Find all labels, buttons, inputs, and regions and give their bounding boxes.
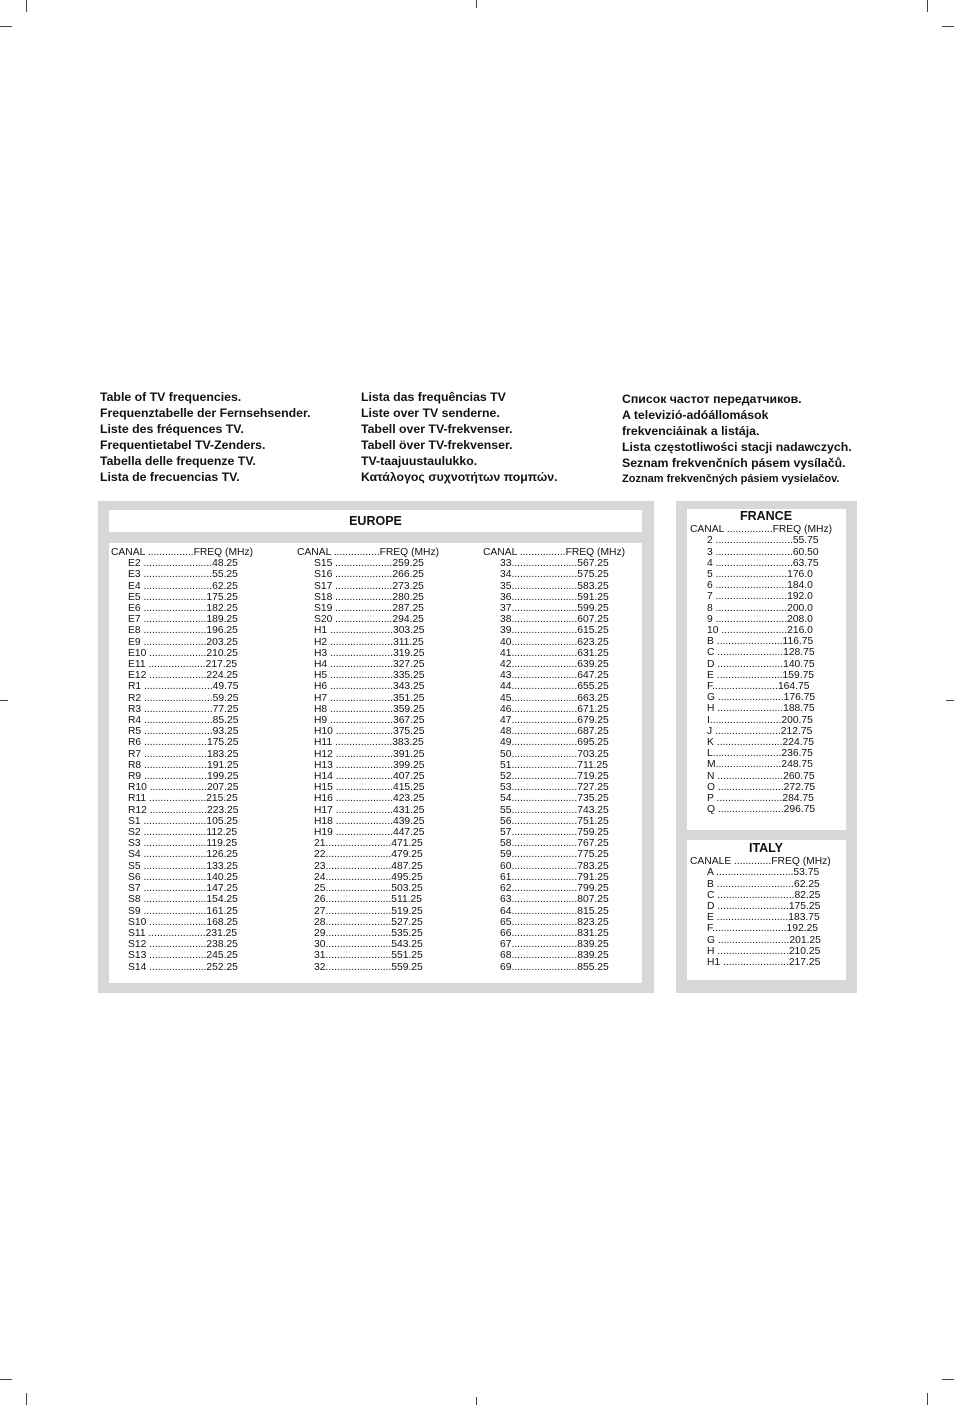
channel-row: 64.......................815.25 bbox=[500, 905, 609, 917]
channel-row: M.......................248.75 bbox=[707, 759, 813, 771]
channel-row: R6 ......................175.25 bbox=[128, 737, 239, 749]
crop-mark bbox=[927, 1393, 928, 1405]
crop-mark bbox=[476, 0, 477, 8]
channel-row: H5 ......................335.25 bbox=[314, 670, 425, 682]
channel-row: C .......................128.75 bbox=[707, 647, 815, 659]
channel-row: S6 ......................140.25 bbox=[128, 871, 238, 883]
channel-row: 33.......................567.25 bbox=[500, 558, 609, 570]
channel-row: S7 ......................147.25 bbox=[128, 883, 238, 895]
channel-row: 59.......................775.25 bbox=[500, 849, 609, 861]
channel-row: 44.......................655.25 bbox=[500, 681, 609, 693]
channel-row: H .........................210.25 bbox=[707, 945, 821, 957]
title-line: Tabell over TV-frekvenser. bbox=[361, 422, 513, 436]
channel-list bbox=[690, 867, 848, 968]
channel-row: 62.......................799.25 bbox=[500, 883, 609, 895]
europe-table-box bbox=[98, 501, 654, 993]
title-line: TV-taajuustaulukko. bbox=[361, 454, 478, 468]
channel-row: R1 ........................49.75 bbox=[128, 681, 239, 693]
title-line: Список частот передатчиков. bbox=[622, 392, 802, 406]
channel-row: F..........................192.25 bbox=[707, 923, 819, 935]
title-line: Lista de frecuencias TV. bbox=[100, 470, 240, 484]
europe-column-1 bbox=[111, 547, 289, 973]
channel-row: 5 .........................176.0 bbox=[707, 569, 813, 581]
title-line: Zoznam frekvenčných pásiem vysielačov. bbox=[622, 473, 840, 485]
title-block-2 bbox=[361, 389, 558, 485]
title-line: Tabella delle frequenze TV. bbox=[100, 454, 256, 468]
crop-mark bbox=[942, 26, 954, 27]
channel-row: S16 ....................266.25 bbox=[314, 569, 424, 581]
channel-row: E5 ......................175.25 bbox=[128, 591, 238, 603]
france-section bbox=[690, 511, 848, 815]
channel-row: 6 .........................184.0 bbox=[707, 580, 813, 592]
channel-row: C ...........................82.25 bbox=[707, 889, 821, 901]
channel-row: H12 ....................391.25 bbox=[314, 748, 425, 760]
france-italy-table-box bbox=[676, 501, 857, 993]
channel-row: D .........................175.25 bbox=[707, 901, 821, 913]
channel-list bbox=[297, 558, 475, 973]
channel-row: S20 ....................294.25 bbox=[314, 614, 424, 626]
channel-row: 45.......................663.25 bbox=[500, 692, 609, 704]
channel-list bbox=[111, 558, 289, 973]
channel-row: 40.......................623.25 bbox=[500, 636, 609, 648]
channel-list bbox=[483, 558, 661, 973]
title-line: Tabell över TV-frekvenser. bbox=[361, 438, 513, 452]
title-line: Κατάλογος συχνοτήτων πομπών. bbox=[361, 470, 558, 484]
channel-row: 42.......................639.25 bbox=[500, 659, 609, 671]
channel-row: 26.......................511.25 bbox=[314, 894, 422, 906]
channel-row: S19 ....................287.25 bbox=[314, 603, 424, 615]
channel-row: 67.......................839.25 bbox=[500, 939, 609, 951]
channel-row: 56.......................751.25 bbox=[500, 815, 609, 827]
channel-row: J .......................212.75 bbox=[707, 725, 813, 737]
crop-mark bbox=[946, 700, 954, 701]
channel-row: 24.......................495.25 bbox=[314, 871, 423, 883]
channel-row: 27.......................519.25 bbox=[314, 905, 423, 917]
channel-row: 55.......................743.25 bbox=[500, 804, 609, 816]
channel-row: 28.......................527.25 bbox=[314, 916, 423, 928]
channel-row: 4 ...........................63.75 bbox=[707, 557, 819, 569]
channel-row: H2 ......................311.25 bbox=[314, 636, 424, 648]
channel-row: 47.......................679.25 bbox=[500, 715, 609, 727]
channel-row: H16 ....................423.25 bbox=[314, 793, 425, 805]
channel-row: 54.......................735.25 bbox=[500, 793, 609, 805]
column-header: CANAL ................FREQ (MHz) bbox=[690, 524, 833, 536]
channel-row: S1 ......................105.25 bbox=[128, 815, 238, 827]
channel-row: 66.......................831.25 bbox=[500, 927, 609, 939]
channel-row: 10 .......................216.0 bbox=[707, 625, 813, 637]
channel-row: 69.......................855.25 bbox=[500, 961, 609, 973]
channel-row: H9 ......................367.25 bbox=[314, 715, 425, 727]
channel-row: I.........................200.75 bbox=[707, 714, 813, 726]
channel-row: S13 ....................245.25 bbox=[128, 950, 238, 962]
crop-mark bbox=[0, 700, 8, 701]
channel-row: R4 ........................85.25 bbox=[128, 715, 239, 727]
channel-row: 38.......................607.25 bbox=[500, 614, 609, 626]
channel-row: R2 ........................59.25 bbox=[128, 692, 239, 704]
channel-row: 53.......................727.25 bbox=[500, 782, 609, 794]
channel-row: R8 ......................191.25 bbox=[128, 759, 239, 771]
channel-row: E11 ....................217.25 bbox=[128, 659, 238, 671]
channel-row: S11 ....................231.25 bbox=[128, 927, 238, 939]
channel-row: S12 ....................238.25 bbox=[128, 939, 238, 951]
channel-row: H17 ....................431.25 bbox=[314, 804, 425, 816]
channel-row: H14 ....................407.25 bbox=[314, 771, 425, 783]
title-line: Lista częstotliwości stacji nadawczych. bbox=[622, 440, 852, 454]
title-line: Frequenztabelle der Fernsehsender. bbox=[100, 406, 311, 420]
channel-row: 68.......................839.25 bbox=[500, 950, 609, 962]
channel-row: 49.......................695.25 bbox=[500, 737, 609, 749]
channel-row: 9 .........................208.0 bbox=[707, 613, 813, 625]
channel-row: G .........................201.25 bbox=[707, 934, 821, 946]
crop-mark bbox=[927, 0, 928, 12]
channel-row: 46.......................671.25 bbox=[500, 703, 609, 715]
channel-row: 21.......................471.25 bbox=[314, 838, 423, 850]
channel-row: 65.......................823.25 bbox=[500, 916, 609, 928]
channel-row: 41.......................631.25 bbox=[500, 647, 609, 659]
channel-row: H1 .......................217.25 bbox=[707, 957, 821, 969]
column-header: CANALE .............FREQ (MHz) bbox=[690, 856, 831, 868]
italy-section bbox=[690, 843, 848, 968]
channel-row: E .........................183.75 bbox=[707, 912, 820, 924]
channel-row: E4 ........................62.25 bbox=[128, 580, 238, 592]
title-line: Seznam frekvenčních pásem vysílačů. bbox=[622, 456, 846, 470]
title-line: frekvenciáinak a listája. bbox=[622, 424, 760, 438]
channel-row: E9 ......................203.25 bbox=[128, 636, 238, 648]
channel-row: R3 ........................77.25 bbox=[128, 703, 239, 715]
channel-row: H8 ......................359.25 bbox=[314, 703, 425, 715]
channel-row: L........................236.75 bbox=[707, 748, 813, 760]
france-title: FRANCE bbox=[739, 509, 793, 523]
channel-row: S9 ......................161.25 bbox=[128, 905, 238, 917]
channel-row: 30.......................543.25 bbox=[314, 939, 423, 951]
channel-row: 61.......................791.25 bbox=[500, 871, 609, 883]
channel-row: H .......................188.75 bbox=[707, 703, 815, 715]
channel-row: R5 ........................93.25 bbox=[128, 726, 239, 738]
channel-row: B .......................116.75 bbox=[707, 636, 814, 648]
channel-row: R11 ....................215.25 bbox=[128, 793, 238, 805]
europe-title-bar bbox=[109, 510, 642, 532]
channel-row: H18 ....................439.25 bbox=[314, 815, 425, 827]
channel-row: 34.......................575.25 bbox=[500, 569, 609, 581]
column-header: CANAL ................FREQ (MHz) bbox=[297, 547, 440, 558]
column-header: CANAL ................FREQ (MHz) bbox=[483, 547, 626, 558]
channel-row: S3 ......................119.25 bbox=[128, 838, 238, 850]
channel-row: E3 ........................55.25 bbox=[128, 569, 238, 581]
channel-row: S4 ......................126.25 bbox=[128, 849, 238, 861]
channel-row: H3 ......................319.25 bbox=[314, 647, 425, 659]
channel-row: 35.......................583.25 bbox=[500, 580, 609, 592]
channel-row: 39.......................615.25 bbox=[500, 625, 609, 637]
channel-row: 36.......................591.25 bbox=[500, 591, 609, 603]
channel-row: F.......................164.75 bbox=[707, 681, 810, 693]
channel-row: R10 ....................207.25 bbox=[128, 782, 239, 794]
channel-row: E .......................159.75 bbox=[707, 669, 815, 681]
title-line: A televizió-adóállomások bbox=[622, 408, 769, 422]
italy-title: ITALY bbox=[748, 841, 784, 855]
channel-row: H19 ....................447.25 bbox=[314, 827, 425, 839]
europe-column-2 bbox=[297, 547, 475, 973]
channel-row: E2 ........................48.25 bbox=[128, 558, 238, 570]
channel-row: Q .......................296.75 bbox=[707, 804, 816, 816]
crop-mark bbox=[0, 1379, 12, 1380]
channel-row: H11 ....................383.25 bbox=[314, 737, 424, 749]
channel-row: D .......................140.75 bbox=[707, 658, 815, 670]
channel-row: E12 ....................224.25 bbox=[128, 670, 238, 682]
channel-row: G .......................176.75 bbox=[707, 692, 816, 704]
channel-row: 2 ...........................55.75 bbox=[707, 535, 819, 547]
channel-row: O .......................272.75 bbox=[707, 781, 816, 793]
channel-row: E8 ......................196.25 bbox=[128, 625, 238, 637]
channel-row: R12 ....................223.25 bbox=[128, 804, 239, 816]
channel-row: P .......................284.75 bbox=[707, 793, 814, 805]
title-block-3 bbox=[622, 391, 852, 487]
channel-row: R7 ......................183.25 bbox=[128, 748, 239, 760]
crop-mark bbox=[26, 0, 27, 12]
title-block-1 bbox=[100, 389, 310, 485]
channel-row: 63.......................807.25 bbox=[500, 894, 609, 906]
title-line: Liste des fréquences TV. bbox=[100, 422, 244, 436]
column-header: CANAL ................FREQ (MHz) bbox=[111, 547, 254, 558]
channel-row: 3 ...........................60.50 bbox=[707, 546, 819, 558]
channel-row: 29.......................535.25 bbox=[314, 927, 423, 939]
channel-row: S5 ......................133.25 bbox=[128, 860, 238, 872]
channel-row: H7 ......................351.25 bbox=[314, 692, 425, 704]
crop-mark bbox=[942, 1379, 954, 1380]
channel-row: K .......................224.75 bbox=[707, 737, 815, 749]
channel-row: 7 .........................192.0 bbox=[707, 591, 813, 603]
channel-row: 43.......................647.25 bbox=[500, 670, 609, 682]
title-line: Frequentietabel TV-Zenders. bbox=[100, 438, 266, 452]
channel-row: 37.......................599.25 bbox=[500, 603, 609, 615]
channel-row: A ...........................53.75 bbox=[707, 867, 820, 879]
crop-mark bbox=[476, 1397, 477, 1405]
channel-row: B ...........................62.25 bbox=[707, 878, 820, 890]
channel-row: H1 ......................303.25 bbox=[314, 625, 425, 637]
channel-row: N .......................260.75 bbox=[707, 770, 815, 782]
channel-row: 32.......................559.25 bbox=[314, 961, 423, 973]
channel-row: R9 ......................199.25 bbox=[128, 771, 239, 783]
title-line: Table of TV frequencies. bbox=[100, 390, 242, 404]
channel-row: 50.......................703.25 bbox=[500, 748, 609, 760]
channel-row: E6 ......................182.25 bbox=[128, 603, 238, 615]
channel-row: 58.......................767.25 bbox=[500, 838, 609, 850]
channel-row: S14 ....................252.25 bbox=[128, 961, 238, 973]
europe-title: EUROPE bbox=[349, 514, 402, 528]
europe-column-3 bbox=[483, 547, 661, 973]
channel-row: H13 ....................399.25 bbox=[314, 759, 425, 771]
channel-row: S18 ....................280.25 bbox=[314, 591, 424, 603]
channel-row: 31.......................551.25 bbox=[314, 950, 423, 962]
channel-row: S15 ....................259.25 bbox=[314, 558, 424, 570]
channel-row: 60.......................783.25 bbox=[500, 860, 609, 872]
channel-row: H10 ....................375.25 bbox=[314, 726, 425, 738]
channel-row: 22.......................479.25 bbox=[314, 849, 423, 861]
crop-mark bbox=[26, 1393, 27, 1405]
channel-row: 51.......................711.25 bbox=[500, 759, 608, 771]
title-line: Lista das frequências TV bbox=[361, 390, 506, 404]
channel-row: 57.......................759.25 bbox=[500, 827, 609, 839]
channel-row: S2 ......................112.25 bbox=[128, 827, 238, 839]
channel-list bbox=[690, 535, 848, 815]
title-line: Liste over TV senderne. bbox=[361, 406, 500, 420]
channel-row: S10 ....................168.25 bbox=[128, 916, 238, 928]
channel-row: 8 .........................200.0 bbox=[707, 602, 813, 614]
channel-row: S17 ....................273.25 bbox=[314, 580, 424, 592]
channel-row: 48.......................687.25 bbox=[500, 726, 609, 738]
channel-row: 23.......................487.25 bbox=[314, 860, 423, 872]
channel-row: H4 ......................327.25 bbox=[314, 659, 425, 671]
channel-row: H6 ......................343.25 bbox=[314, 681, 425, 693]
channel-row: 52.......................719.25 bbox=[500, 771, 609, 783]
crop-mark bbox=[0, 26, 12, 27]
channel-row: S8 ......................154.25 bbox=[128, 894, 238, 906]
channel-row: 25.......................503.25 bbox=[314, 883, 423, 895]
channel-row: E7 ......................189.25 bbox=[128, 614, 238, 626]
channel-row: E10 ....................210.25 bbox=[128, 647, 238, 659]
channel-row: H15 ....................415.25 bbox=[314, 782, 425, 794]
